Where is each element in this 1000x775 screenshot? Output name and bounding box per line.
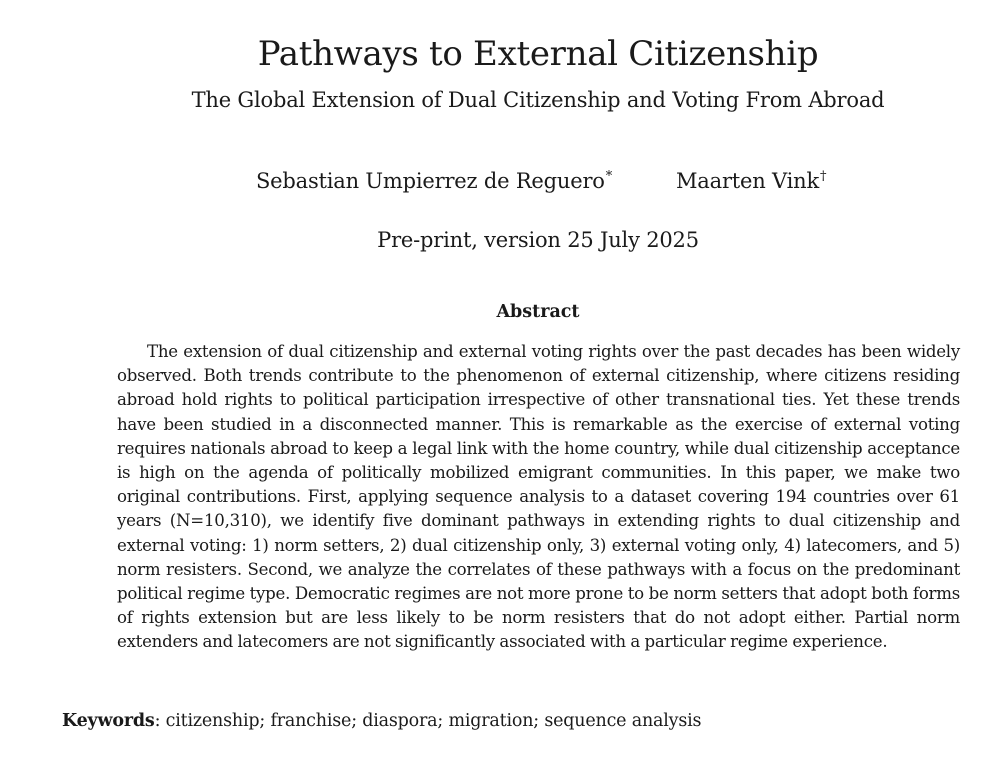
keywords-line bbox=[62, 708, 962, 734]
author-2 bbox=[676, 162, 826, 196]
version-date: Pre-print, version 25 July 2025 bbox=[377, 228, 699, 252]
author-1 bbox=[256, 162, 612, 196]
author-1-footnote-mark: * bbox=[605, 169, 613, 184]
author-list bbox=[0, 162, 1000, 192]
keywords-label: Keywords bbox=[62, 711, 155, 731]
paper-title: Pathways to External Citizenship bbox=[257, 34, 819, 74]
author-2-footnote-mark: † bbox=[820, 169, 827, 184]
keywords-list: citizenship; franchise; diaspora; migration; sequence analysis bbox=[165, 711, 702, 731]
author-2-name: Maarten Vink bbox=[676, 169, 820, 193]
keywords-separator: : bbox=[154, 711, 161, 731]
abstract-heading: Abstract bbox=[496, 302, 580, 322]
abstract-text: The extension of dual citizenship and external voting rights over the past decades has been widely observed. Both trends contribute to the phenomenon of external citizenship, where citizens residing abroad hold rights to political participation irrespective of other transnational ties. Yet these trends have been studied in a disconnected manner. This is remarkable as the exercise of external voting requires nationals abroad to keep a legal link with the home country, while dual citizenship acceptance is high on the agenda of politically mobilized emigrant communities. In this paper, we make two original contributions. First, applying sequence analysis to a dataset covering 194 countries over 61 years (N=10,310), we identify five dominant pathways in extending rights to dual citizenship and external voting: 1) norm setters, 2) dual citizenship only, 3) external voting only, 4) latecomers, and 5) norm resisters. Second, we analyze the correlates of these pathways with a focus on the predominant political regime type. Democratic regimes are not more prone to be norm setters that adopt both forms of rights extension but are less likely to be norm resisters that do not adopt either. Partial norm extenders and latecomers are not significantly associated with a particular regime experience. bbox=[117, 342, 960, 652]
author-1-name: Sebastian Umpierrez de Reguero bbox=[256, 169, 605, 193]
paper-subtitle: The Global Extension of Dual Citizenship and Voting From Abroad bbox=[191, 88, 885, 112]
